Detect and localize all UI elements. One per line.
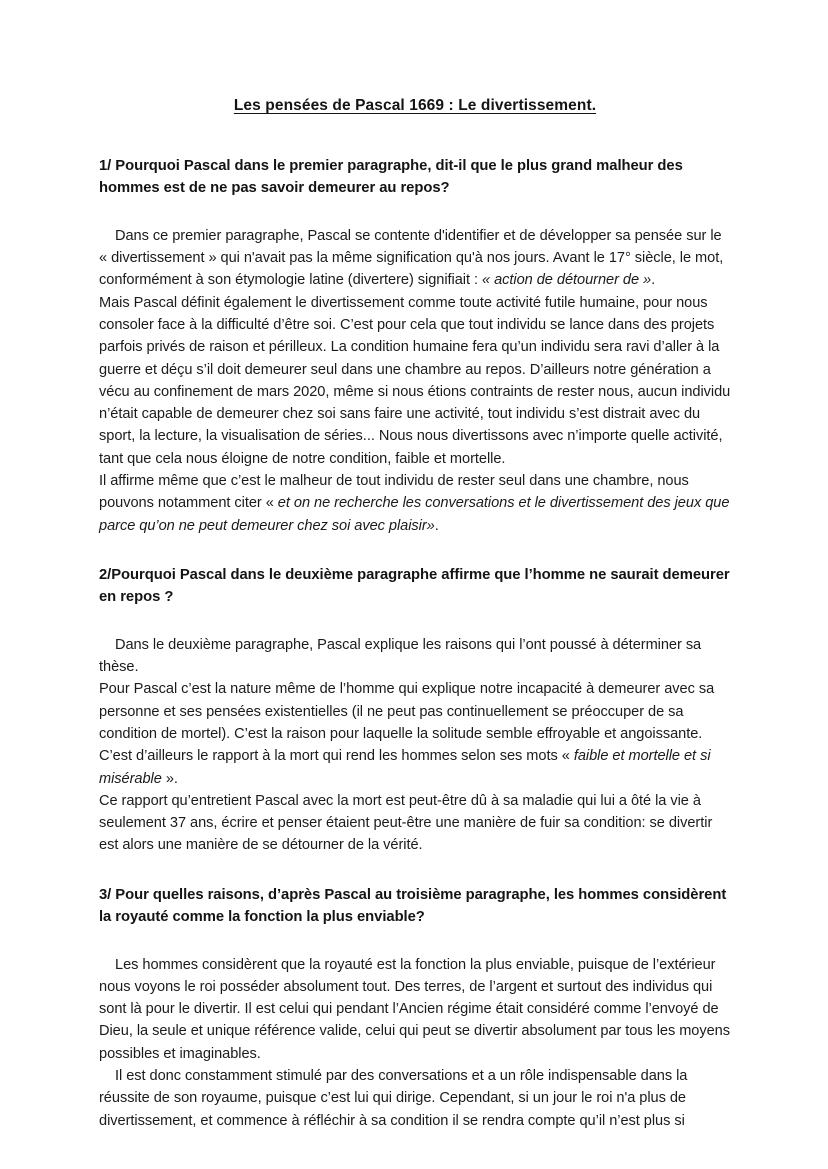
paragraph-text: Pour Pascal c’est la nature même de l’homme qui explique notre incapacité à demeurer avec sa personne et ses pensées existentielles (il ne peut pas continuellement se préoccuper de sa condition de mortel). C’est la raison pour laquelle la solitude semble effroyable et angoissante. C’est d’ailleurs le rapport à la mort qui rend les hommes selon ses mots « <box>99 681 715 765</box>
section-question-3 <box>99 884 731 1132</box>
question-3-paragraph-1: Les hommes considèrent que la royauté est la fonction la plus enviable, puisque de l’extérieur nous voyons le roi posséder absolument tout. Des terres, de l’argent et surtout des individus qui sont là pour le divertir. Il est celui qui pendant l’Ancien régime était considéré comme l’envoyé de Dieu, la seule et unique référence valide, celui qui peut se divertir absolument par tous les moyens possibles et imaginables. <box>99 956 730 1062</box>
question-2-paragraph-2 <box>99 678 731 789</box>
paragraph-text-tail: . <box>434 517 439 534</box>
question-3-paragraph-2: Il est donc constamment stimulé par des conversations et a un rôle indispensable dans la réussite de son royaume, puisque c’est lui qui dirige. Cependant, si un jour le roi n'a plus de divertissement, et commence à réfléchir à sa condition il se rendra compte qu’il n’est plus si <box>99 1068 688 1129</box>
paragraph-text-tail: . <box>651 272 656 289</box>
question-1-paragraph-2: Mais Pascal définit également le divertissement comme toute activité futile humaine, pour nous consoler face à la difficulté d’être soi. C’est pour cela que tout individu se lance dans des projets parfois privés de raison et périlleux. La condition humaine fera qu’un individu sera ravi d’aller à la guerre et déçu s’il doit demeurer seul dans une chambre au repos. D’ailleurs notre génération a vécu au confinement de mars 2020, même si nous étions contraints de rester nous, aucun individu n’était capable de demeurer chez soi sans faire une activité, tout individu s’est distrait avec du sport, la lecture, la visualisation de séries... Nous nous divertissons avec n’importe quelle activité, tant que cela nous éloigne de notre condition, faible et mortelle. <box>99 294 731 467</box>
spacer <box>99 857 731 884</box>
document-title: Les pensées de Pascal 1669 : Le divertissement. <box>233 97 597 114</box>
question-2-heading: 2/Pourquoi Pascal dans le deuxième paragraphe affirme que l’homme ne saurait demeurer en repos ? <box>99 566 730 606</box>
question-2-paragraph-1: Dans le deuxième paragraphe, Pascal explique les raisons qui l’ont poussé à déterminer sa thèse. <box>99 636 702 676</box>
inline-quote-italic: faible et mortelle et si misérable <box>99 748 711 787</box>
spacer <box>99 200 731 225</box>
spacer <box>99 537 731 564</box>
inline-quote-italic: « action de détourner de » <box>482 272 652 289</box>
paragraph-text: Il affirme même que c’est le malheur de tout individu de rester seul dans une chambre, nous pouvons notamment citer « <box>99 473 689 512</box>
question-1-heading: 1/ Pourquoi Pascal dans le premier paragraphe, dit-il que le plus grand malheur des hommes est de ne pas savoir demeurer au repos? <box>99 158 683 197</box>
question-1-paragraph-1 <box>99 225 731 292</box>
spacer <box>99 116 731 155</box>
section-question-1 <box>99 155 731 537</box>
spacer <box>99 929 731 954</box>
question-1-paragraph-3 <box>99 470 731 537</box>
section-question-2 <box>99 564 731 857</box>
paragraph-text: Dans ce premier paragraphe, Pascal se contente d'identifier et de développer sa pensée sur le « divertissement » qui n'avait pas la même signification qu'à nos jours. Avant le 17° siècle, le mot, conformément à son étymologie latine (divertere) signifiait : <box>99 227 724 289</box>
document-content <box>99 96 731 1132</box>
question-2-paragraph-3: Ce rapport qu’entretient Pascal avec la mort est peut-être dû à sa maladie qui lui a ôté la vie à seulement 37 ans, écrire et penser étaient peut-être une manière de fuir sa condition: se divertir est alors une manière de se détourner de la vérité. <box>99 792 713 854</box>
paragraph-text-tail: ». <box>161 770 178 787</box>
question-3-heading: 3/ Pour quelles raisons, d’après Pascal au troisième paragraphe, les hommes considèrent la royauté comme la fonction la plus enviable? <box>99 886 727 926</box>
spacer <box>99 609 731 634</box>
inline-quote-italic: et on ne recherche les conversations et le divertissement des jeux que parce qu’on ne peut demeurer chez soi avec plaisir» <box>99 495 730 534</box>
